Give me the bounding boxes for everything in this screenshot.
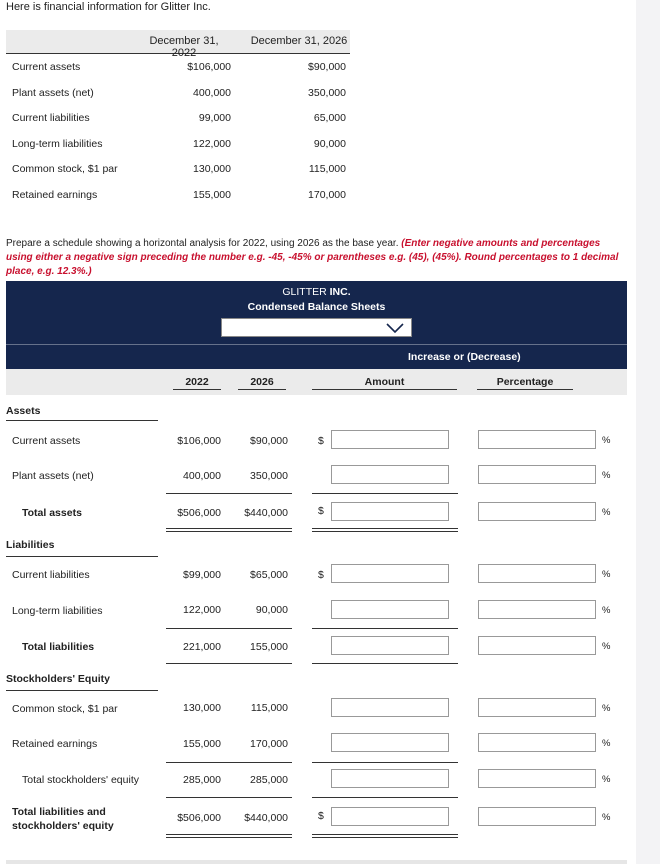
info-row-value-2022: 99,000 xyxy=(198,112,231,124)
row-label: Plant assets (net) xyxy=(12,470,94,482)
value-2022: 155,000 xyxy=(183,738,221,750)
total-underline xyxy=(312,493,458,494)
value-2022: $506,000 xyxy=(177,812,221,824)
col-percentage: Percentage xyxy=(477,376,573,390)
percent-sign: % xyxy=(602,605,611,616)
info-row-label: Common stock, $1 par xyxy=(12,163,118,175)
row-label: Total stockholders' equity xyxy=(22,774,139,786)
percentage-input[interactable] xyxy=(478,430,596,449)
dollar-sign: $ xyxy=(318,810,324,822)
percent-sign: % xyxy=(602,738,611,749)
value-2022: 130,000 xyxy=(183,702,221,714)
instructions xyxy=(6,237,626,279)
percent-sign: % xyxy=(602,435,611,446)
percent-sign: % xyxy=(602,774,611,785)
right-gutter xyxy=(636,0,660,864)
section-liabilities: Liabilities xyxy=(6,539,55,551)
total-underline xyxy=(312,837,458,838)
value-2026: 350,000 xyxy=(250,470,288,482)
value-2026: 90,000 xyxy=(255,604,288,616)
statement-title: Condensed Balance Sheets xyxy=(247,301,386,313)
row-label: Retained earnings xyxy=(12,738,98,750)
col-amount: Amount xyxy=(312,376,457,390)
amount-input[interactable] xyxy=(331,698,449,717)
percent-sign: % xyxy=(602,812,611,823)
value-2026: 115,000 xyxy=(250,702,288,714)
company-name-suffix: INC. xyxy=(329,286,351,298)
header-divider xyxy=(6,344,627,345)
row-label: Current liabilities xyxy=(12,569,90,581)
instructions-note: (Enter negative amounts and percentages using either a negative sign preceding the number e.g. -45, -45% or parentheses e.g. (45), (45%). Round percentages to 1 decimal place, e.g. 12.3%.) xyxy=(6,238,619,277)
info-row-value-2026: 350,000 xyxy=(308,86,346,99)
chevron-down-icon xyxy=(385,322,405,334)
increase-decrease-header: Increase or (Decrease) xyxy=(408,351,521,363)
value-2022: $99,000 xyxy=(183,569,221,581)
percent-sign: % xyxy=(602,569,611,580)
info-header-2026: December 31, 2026 xyxy=(250,35,348,47)
total-underline xyxy=(312,663,458,664)
info-row-label: Current assets xyxy=(12,61,81,73)
info-row-value-2022: 400,000 xyxy=(193,86,231,99)
value-2026: 170,000 xyxy=(250,738,288,750)
percentage-input[interactable] xyxy=(478,733,596,752)
bottom-divider xyxy=(6,860,627,864)
total-underline xyxy=(166,628,292,629)
section-underline xyxy=(6,690,158,691)
row-label: Common stock, $1 par xyxy=(12,703,118,715)
info-row xyxy=(6,131,350,157)
info-row-value-2026: $90,000 xyxy=(308,61,346,73)
period-select[interactable] xyxy=(221,318,412,337)
amount-input[interactable] xyxy=(331,600,449,619)
percentage-input[interactable] xyxy=(478,502,596,521)
amount-input[interactable] xyxy=(331,636,449,655)
value-2026: $440,000 xyxy=(244,507,288,519)
percent-sign: % xyxy=(602,507,611,518)
total-underline xyxy=(166,493,292,494)
dollar-sign: $ xyxy=(318,505,324,517)
total-underline xyxy=(312,762,458,763)
value-2026: $90,000 xyxy=(250,435,288,447)
intro-text: Here is financial information for Glitter Inc. xyxy=(6,1,211,13)
row-label: Total liabilities xyxy=(22,641,95,653)
total-underline xyxy=(166,531,292,532)
dollar-sign: $ xyxy=(318,569,324,581)
value-2022: 400,000 xyxy=(183,470,221,482)
dollar-sign: $ xyxy=(318,435,324,447)
schedule-header xyxy=(6,281,627,369)
percentage-input[interactable] xyxy=(478,807,596,826)
total-underline xyxy=(166,797,292,798)
value-2022: $106,000 xyxy=(177,435,221,447)
info-row-label: Plant assets (net) xyxy=(12,86,94,99)
company-name-prefix: GLITTER xyxy=(282,286,330,298)
percent-sign: % xyxy=(602,470,611,481)
instructions-main: Prepare a schedule showing a horizontal analysis for 2022, using 2026 as the base year. xyxy=(6,238,402,249)
row-label-line2: stockholders' equity xyxy=(12,820,114,832)
total-underline xyxy=(312,628,458,629)
row-label xyxy=(12,805,114,833)
value-2022: $506,000 xyxy=(177,507,221,519)
info-row xyxy=(6,80,350,106)
amount-input[interactable] xyxy=(331,430,449,449)
amount-input[interactable] xyxy=(331,465,449,484)
total-underline xyxy=(166,762,292,763)
company-name xyxy=(6,286,627,298)
value-2026: $65,000 xyxy=(250,569,288,581)
row-label: Long-term liabilities xyxy=(12,605,103,617)
info-row-value-2022: 122,000 xyxy=(193,137,231,150)
percent-sign: % xyxy=(602,703,611,714)
section-assets: Assets xyxy=(6,405,41,417)
info-row-label: Retained earnings xyxy=(12,188,98,201)
percentage-input[interactable] xyxy=(478,564,596,583)
value-2026: 155,000 xyxy=(250,641,288,653)
info-row xyxy=(6,105,350,131)
info-row-value-2022: 130,000 xyxy=(193,163,231,175)
value-2022: 285,000 xyxy=(183,774,221,786)
percentage-input[interactable] xyxy=(478,769,596,788)
value-2026: 285,000 xyxy=(250,774,288,786)
total-underline xyxy=(312,834,458,835)
percentage-input[interactable] xyxy=(478,698,596,717)
amount-input[interactable] xyxy=(331,769,449,788)
info-row-value-2022: $106,000 xyxy=(187,61,231,73)
section-underline xyxy=(6,556,158,557)
total-underline xyxy=(312,531,458,532)
amount-input[interactable] xyxy=(331,502,449,521)
amount-input[interactable] xyxy=(331,807,449,826)
info-table xyxy=(6,30,350,207)
section-underline xyxy=(6,420,158,421)
percentage-input[interactable] xyxy=(478,636,596,655)
info-header-2022: December 31, 2022 xyxy=(149,35,219,59)
info-row-value-2026: 115,000 xyxy=(308,163,346,175)
total-underline xyxy=(166,834,292,835)
info-row-value-2026: 170,000 xyxy=(308,188,346,201)
value-2022: 221,000 xyxy=(183,641,221,653)
col-2022: 2022 xyxy=(173,376,221,390)
row-label-line1: Total liabilities and xyxy=(12,806,106,818)
info-row xyxy=(6,156,350,182)
info-table-header xyxy=(6,30,350,59)
total-underline xyxy=(312,528,458,529)
total-underline xyxy=(166,837,292,838)
info-row-label: Long-term liabilities xyxy=(12,137,103,150)
row-label: Total assets xyxy=(22,507,82,519)
section-equity: Stockholders' Equity xyxy=(6,673,111,685)
info-row-label: Current liabilities xyxy=(12,112,90,124)
total-underline xyxy=(166,663,292,664)
value-2026: $440,000 xyxy=(244,812,288,824)
column-headers xyxy=(6,369,627,395)
info-row-value-2026: 65,000 xyxy=(313,112,346,124)
info-row-value-2026: 90,000 xyxy=(313,137,346,150)
amount-input[interactable] xyxy=(331,564,449,583)
amount-input[interactable] xyxy=(331,733,449,752)
row-label: Current assets xyxy=(12,435,81,447)
total-underline xyxy=(166,528,292,529)
percentage-input[interactable] xyxy=(478,600,596,619)
percentage-input[interactable] xyxy=(478,465,596,484)
percent-sign: % xyxy=(602,641,611,652)
info-row-value-2022: 155,000 xyxy=(193,188,231,201)
col-2026: 2026 xyxy=(238,376,286,390)
info-row xyxy=(6,54,350,80)
value-2022: 122,000 xyxy=(183,604,221,616)
total-underline xyxy=(312,797,458,798)
info-row xyxy=(6,182,350,208)
